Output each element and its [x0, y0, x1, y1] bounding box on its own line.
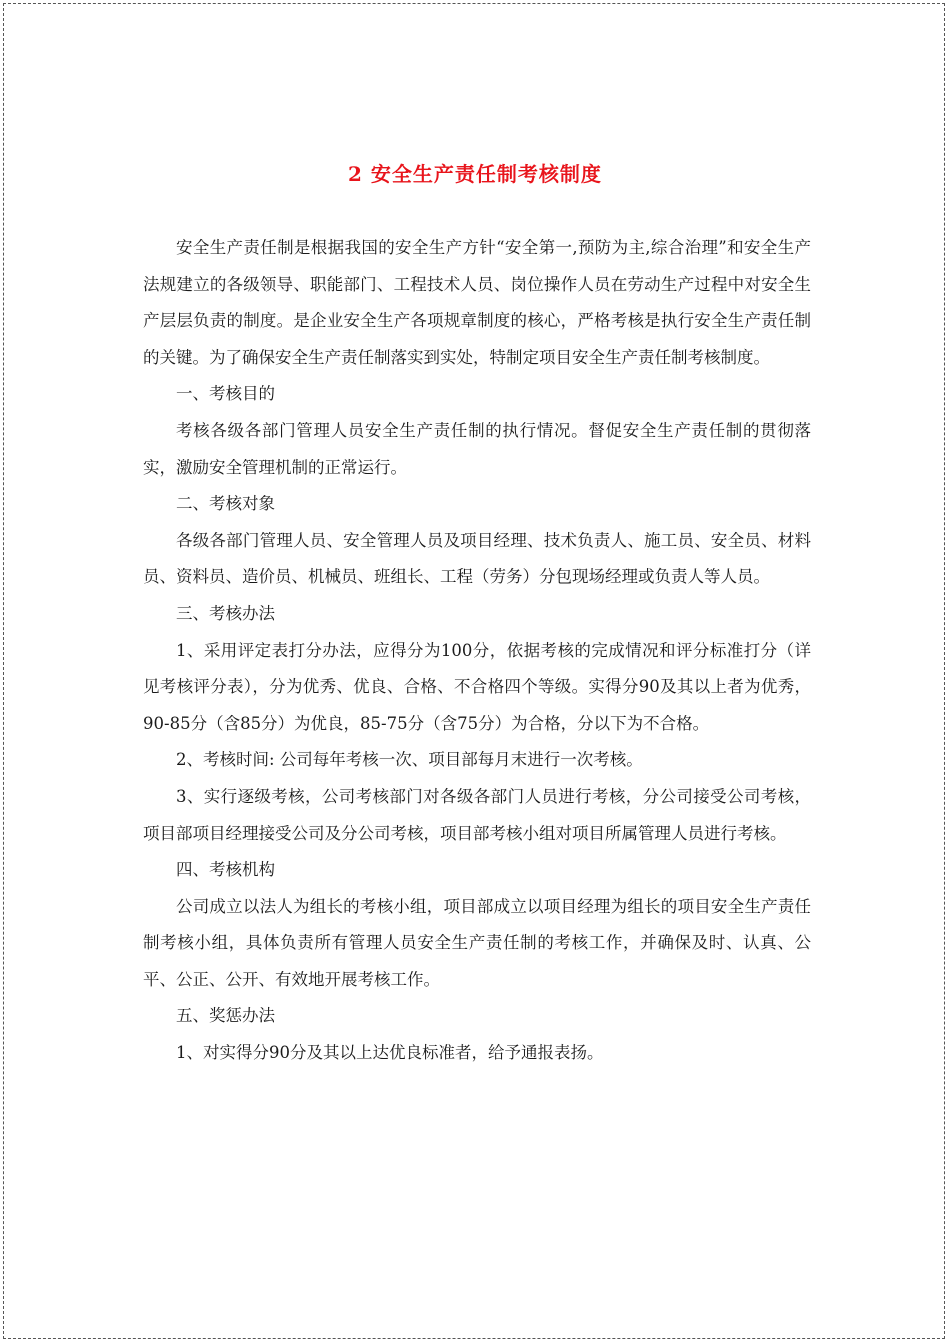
- intro-paragraph: 安全生产责任制是根据我国的安全生产方针“安全第一,预防为主,综合治理”和安全生产法规建立的各级领导、职能部门、工程技术人员、岗位操作人员在劳动生产过程中对安全生产层层负责的制度。是企业安全生产各项规章制度的核心，严格考核是执行安全生产责任制的关键。为了确保安全生产责任制落实到实处，特制定项目安全生产责任制考核制度。: [143, 238, 811, 367]
- method-item-2: 2、考核时间: 公司每年考核一次、项目部每月末进行一次考核。: [176, 750, 643, 770]
- section-heading-purpose: 一、考核目的: [176, 384, 275, 404]
- section-heading-targets: 二、考核对象: [176, 494, 275, 514]
- purpose-paragraph: 考核各级各部门管理人员安全生产责任制的执行情况。督促安全生产责任制的贯彻落实，激励安全管理机制的正常运行。: [143, 420, 811, 477]
- section-heading-organization: 四、考核机构: [176, 860, 275, 880]
- method-item-3: 3、实行逐级考核，公司考核部门对各级各部门人员进行考核，分公司接受公司考核，项目部项目经理接受公司及分公司考核，项目部考核小组对项目所属管理人员进行考核。: [143, 786, 811, 843]
- document-body: [143, 230, 811, 1072]
- targets-paragraph: 各级各部门管理人员、安全管理人员及项目经理、技术负责人、施工员、安全员、材料员、资料员、造价员、机械员、班组长、工程（劳务）分包现场经理或负责人等人员。: [143, 530, 811, 587]
- section-heading-method: 三、考核办法: [176, 603, 275, 623]
- method-item-1: 1、采用评定表打分办法，应得分为100分，依据考核的完成情况和评分标准打分（详见考核评分表），分为优秀、优良、合格、不合格四个等级。实得分90及其以上者为优秀，90-85分（含85分）为优良，85-75分（含75分）为合格，分以下为不合格。: [143, 640, 811, 733]
- organization-paragraph: 公司成立以法人为组长的考核小组，项目部成立以项目经理为组长的项目安全生产责任制考核小组，具体负责所有管理人员安全生产责任制的考核工作，并确保及时、认真、公平、公正、公开、有效地开展考核工作。: [143, 896, 811, 989]
- section-heading-rewards: 五、奖惩办法: [176, 1006, 275, 1026]
- rewards-item-1: 1、对实得分90分及其以上达优良标准者，给予通报表扬。: [176, 1043, 604, 1063]
- document-title: 2 安全生产责任制考核制度: [348, 162, 602, 186]
